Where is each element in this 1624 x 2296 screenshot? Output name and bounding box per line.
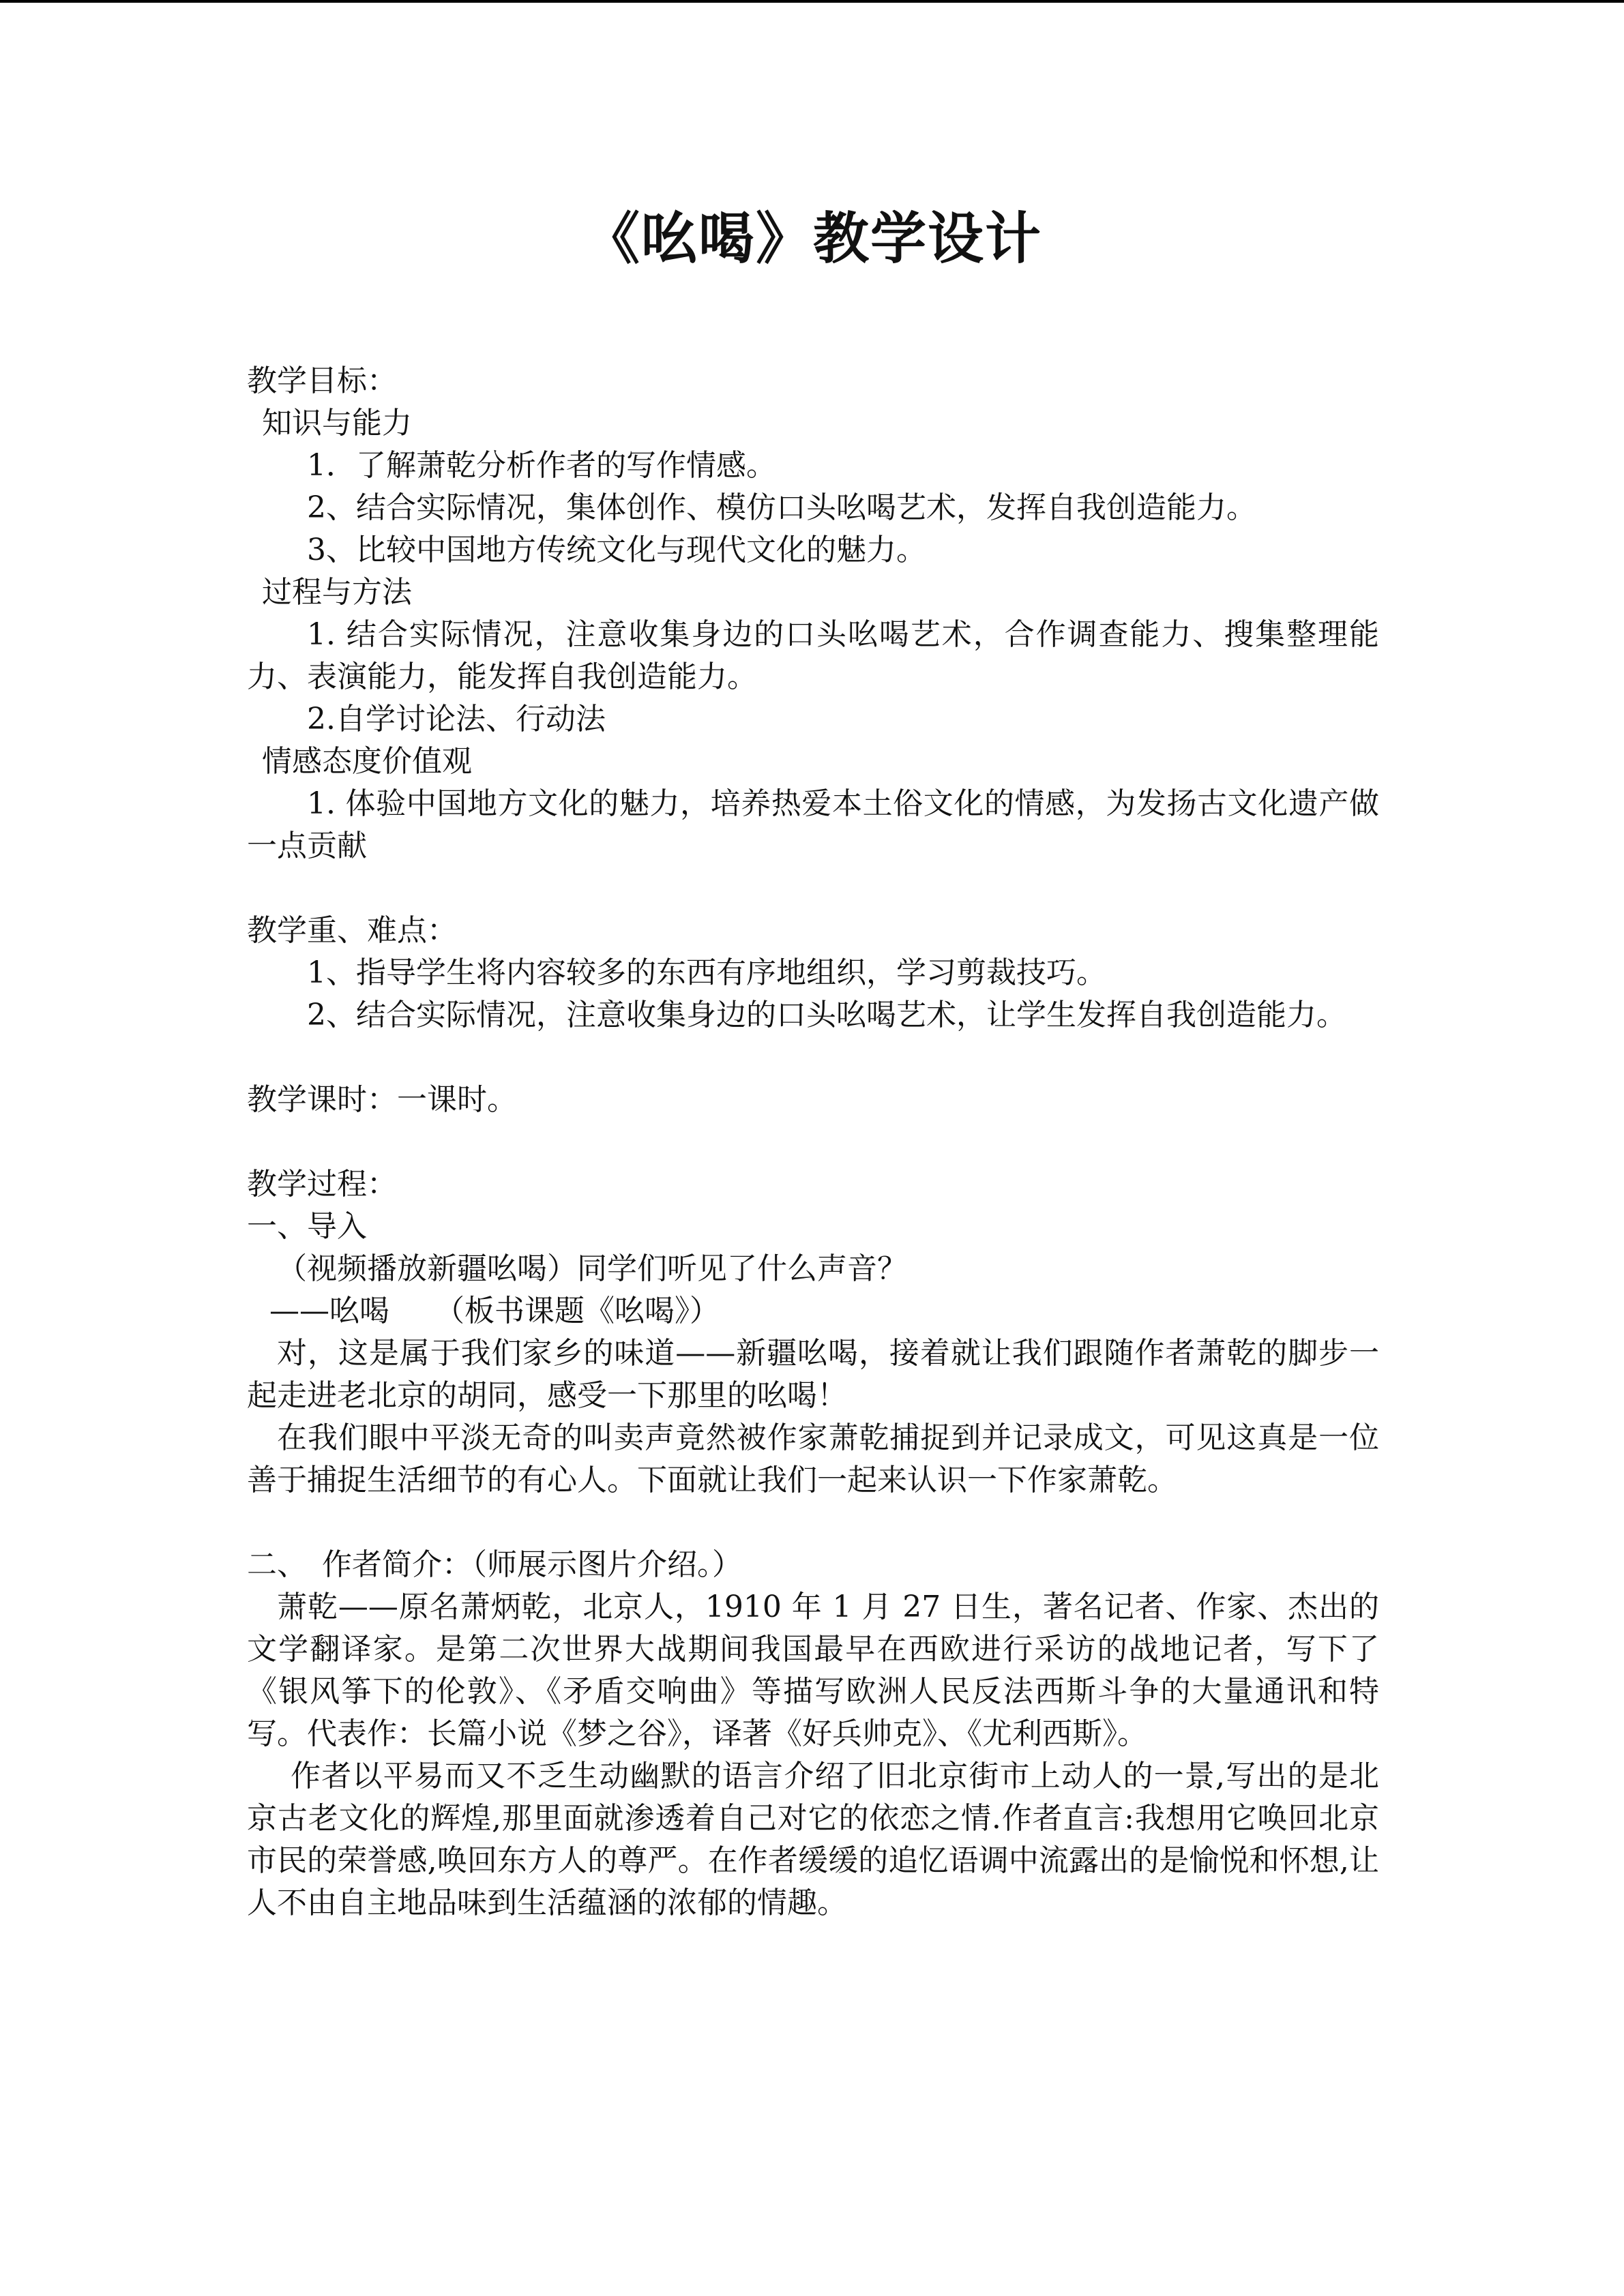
intro-paragraph: 对，这是属于我们家乡的味道——新疆吆喝，接着就让我们跟随作者萧乾的脚步一起走进老北京的胡同，感受一下那里的吆喝！ <box>247 1336 1379 1413</box>
process-method-item: 2.自学讨论法、行动法 <box>307 702 606 736</box>
process-method-heading: 过程与方法 <box>262 575 412 610</box>
objectives-heading: 教学目标： <box>247 363 397 398</box>
keypoints-heading: 教学重、难点： <box>247 913 457 948</box>
knowledge-item: 2、结合实际情况，集体创作、模仿口头吆喝艺术，发挥自我创造能力。 <box>307 490 1256 525</box>
knowledge-item: 3、比较中国地方传统文化与现代文化的魅力。 <box>307 533 926 567</box>
keypoints-item: 2、结合实际情况，注意收集身边的口头吆喝艺术，让学生发挥自我创造能力。 <box>307 998 1346 1032</box>
keypoints-item: 1、指导学生将内容较多的东西有序地组织，学习剪裁技巧。 <box>307 955 1106 990</box>
section-heading-intro: 一、导入 <box>247 1209 367 1244</box>
intro-line: ——吆喝 （板书课题《吆喝》） <box>269 1294 720 1328</box>
intro-paragraph: 在我们眼中平淡无奇的叫卖声竟然被作家萧乾捕捉到并记录成文，可见这真是一位善于捕捉生活细节的有心人。下面就让我们一起来认识一下作家萧乾。 <box>247 1420 1379 1497</box>
page-top-border <box>0 0 1624 3</box>
spacer <box>247 867 1379 910</box>
teaching-hours: 教学课时：一课时。 <box>247 1082 517 1117</box>
page-title: 《吆喝》教学设计 <box>583 206 1042 271</box>
emotion-heading: 情感态度价值观 <box>262 744 472 779</box>
knowledge-item: 1．了解萧乾分析作者的写作情感。 <box>307 448 776 483</box>
emotion-item: 1. 体验中国地方文化的魅力，培养热爱本土俗文化的情感，为发扬古文化遗产做一点贡献 <box>247 786 1379 863</box>
spacer <box>247 1037 1379 1079</box>
author-bio-paragraph: 萧乾——原名萧炳乾，北京人，1910 年 1 月 27 日生，著名记者、作家、杰出的文学翻译家。是第二次世界大战期间我国最早在西欧进行采访的战地记者，写下了《银风筝下的伦敦》、《矛盾交响曲》等描写欧洲人民反法西斯斗争的大量通讯和特写。代表作：长篇小说《梦之谷》，译著《好兵帅克》、《尤利西斯》。 <box>247 1590 1379 1751</box>
teaching-process-heading: 教学过程： <box>247 1167 397 1202</box>
section-heading-author: 二、 作者简介：（师展示图片介绍。） <box>247 1547 742 1582</box>
intro-line: （视频播放新疆吆喝）同学们听见了什么声音？ <box>277 1251 907 1286</box>
document-body <box>247 198 1379 1924</box>
knowledge-heading: 知识与能力 <box>262 406 412 441</box>
spacer <box>247 1502 1379 1544</box>
spacer <box>247 1121 1379 1163</box>
author-analysis-paragraph: 作者以平易而又不乏生动幽默的语言介绍了旧北京街市上动人的一景,写出的是北京古老文化的辉煌,那里面就渗透着自己对它的依恋之情.作者直言:我想用它唤回北京市民的荣誉感,唤回东方人的尊严。在作者缓缓的追忆语调中流露出的是愉悦和怀想,让人不由自主地品味到生活蕴涵的浓郁的情趣。 <box>247 1759 1379 1920</box>
process-method-item: 1. 结合实际情况，注意收集身边的口头吆喝艺术，合作调查能力、搜集整理能力、表演能力，能发挥自我创造能力。 <box>247 617 1379 694</box>
